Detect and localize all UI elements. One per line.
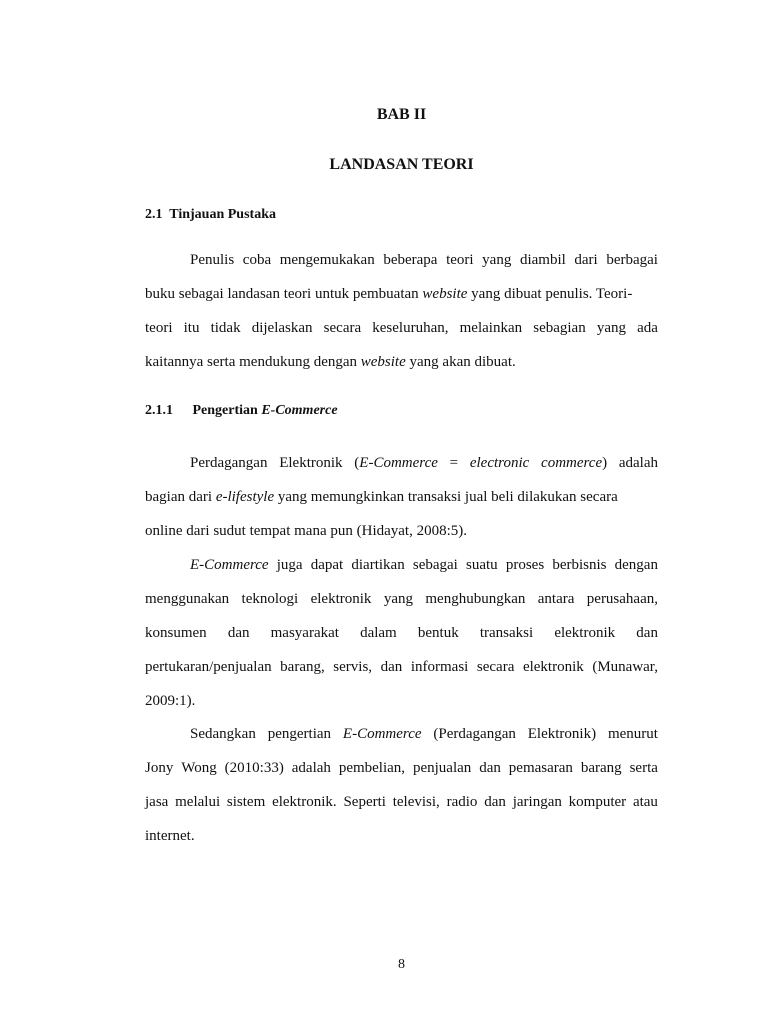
word: juga (276, 557, 303, 573)
word: sebagai (412, 557, 458, 573)
paragraph-3-line-4 (145, 657, 658, 677)
word: keseluruhan, (372, 320, 449, 336)
chapter-number: BAB II (376, 106, 427, 123)
word: elektronik (522, 659, 584, 675)
subsection-title-prefix: Pengertian (192, 403, 258, 418)
word: secara (476, 659, 515, 675)
word: pertukaran/penjualan (145, 659, 272, 675)
paragraph-1-line-2: buku sebagai landasan teori untuk pembuatan website yang dibuat penulis. Teori- (145, 286, 633, 302)
word: transaksi (479, 625, 534, 641)
word: servis, (333, 659, 373, 675)
word: televisi, (392, 794, 440, 810)
word: dan (636, 625, 658, 641)
paragraph-1-line-1 (145, 250, 658, 270)
word: teori (446, 252, 474, 268)
word: (Munawar, (592, 659, 658, 675)
word: dijelaskan (251, 320, 313, 336)
word: mengemukakan (279, 252, 375, 268)
word: teori (145, 320, 173, 336)
paragraph-2-line-2: bagian dari e-lifestyle yang memungkinkan transaksi jual beli dilakukan secara (145, 489, 618, 505)
page-number: 8 (398, 957, 405, 972)
paragraph-1-line-4: kaitannya serta mendukung dengan website yang akan dibuat. (145, 354, 516, 370)
word: suatu (466, 557, 498, 573)
word: adalah (291, 760, 331, 776)
chapter-title: LANDASAN TEORI (329, 156, 474, 173)
word: dan (380, 659, 403, 675)
word: menghubungkan (425, 591, 526, 607)
word: diambil (519, 252, 566, 268)
word: beberapa (383, 252, 438, 268)
word: yang (482, 252, 512, 268)
word: Penulis (190, 252, 235, 268)
word: jaringan (512, 794, 562, 810)
word: itu (183, 320, 200, 336)
word: perusahaan, (586, 591, 658, 607)
word: dan (479, 760, 501, 776)
word: coba (242, 252, 272, 268)
paragraph-3-line-5: 2009:1). (145, 693, 196, 709)
word: melainkan (459, 320, 523, 336)
word: radio (446, 794, 478, 810)
word: dapat (310, 557, 344, 573)
word: Seperti (343, 794, 386, 810)
word: dan (484, 794, 506, 810)
word: bentuk (417, 625, 459, 641)
word: tidak (210, 320, 241, 336)
word: berbagai (606, 252, 658, 268)
paragraph-2-line-1: Perdagangan Elektronik (E-Commerce = electronic commerce) adalah (190, 455, 658, 471)
word: yang (383, 591, 413, 607)
word: teknologi (241, 591, 299, 607)
paragraph-3-line-2 (145, 589, 658, 609)
paragraph-4-line-2 (145, 758, 658, 778)
section-number: 2.1 (145, 207, 163, 222)
paragraph-1-line-3 (145, 318, 658, 338)
word: proses (505, 557, 545, 573)
section-heading (145, 206, 276, 224)
word: dalam (360, 625, 397, 641)
word: atau (632, 794, 658, 810)
word: elektronik. (272, 794, 337, 810)
word: dari (574, 252, 598, 268)
paragraph-3-line-1 (145, 555, 658, 575)
word: barang (580, 760, 622, 776)
word: informasi (410, 659, 469, 675)
subsection-title-italic: E-Commerce (261, 403, 338, 418)
word: serta (629, 760, 658, 776)
word: barang, (280, 659, 325, 675)
word: komputer (568, 794, 627, 810)
word: secara (323, 320, 362, 336)
paragraph-2-line-3: online dari sudut tempat mana pun (Hidayat, 2008:5). (145, 523, 468, 539)
paragraph-3-line-3 (145, 623, 658, 643)
word: dan (227, 625, 250, 641)
paragraph-4-line-1: Sedangkan pengertian E-Commerce (Perdagangan Elektronik) menurut (190, 726, 658, 742)
word: konsumen (145, 625, 207, 641)
word: yang (596, 320, 627, 336)
paragraph-4-line-3 (145, 792, 658, 812)
word: E-Commerce (190, 557, 269, 573)
word: menggunakan (145, 591, 230, 607)
word: Wong (181, 760, 217, 776)
subsection-heading (145, 402, 338, 420)
word: ada (637, 320, 658, 336)
word: pemasaran (508, 760, 573, 776)
word: penjualan (412, 760, 472, 776)
word: masyarakat (270, 625, 339, 641)
word: elektronik (310, 591, 372, 607)
word: jasa (145, 794, 169, 810)
word: sistem (226, 794, 266, 810)
word: sebagian (533, 320, 586, 336)
word: dengan (614, 557, 658, 573)
word: berbisnis (552, 557, 607, 573)
subsection-number: 2.1.1 (145, 403, 173, 418)
word: melalui (175, 794, 221, 810)
word: (2010:33) (224, 760, 284, 776)
word: elektronik (554, 625, 616, 641)
word: pembelian, (338, 760, 406, 776)
word: antara (537, 591, 575, 607)
paragraph-4-line-4: internet. (145, 828, 195, 844)
section-title: Tinjauan Pustaka (169, 207, 276, 222)
word: diartikan (351, 557, 405, 573)
word: Jony (145, 760, 174, 776)
